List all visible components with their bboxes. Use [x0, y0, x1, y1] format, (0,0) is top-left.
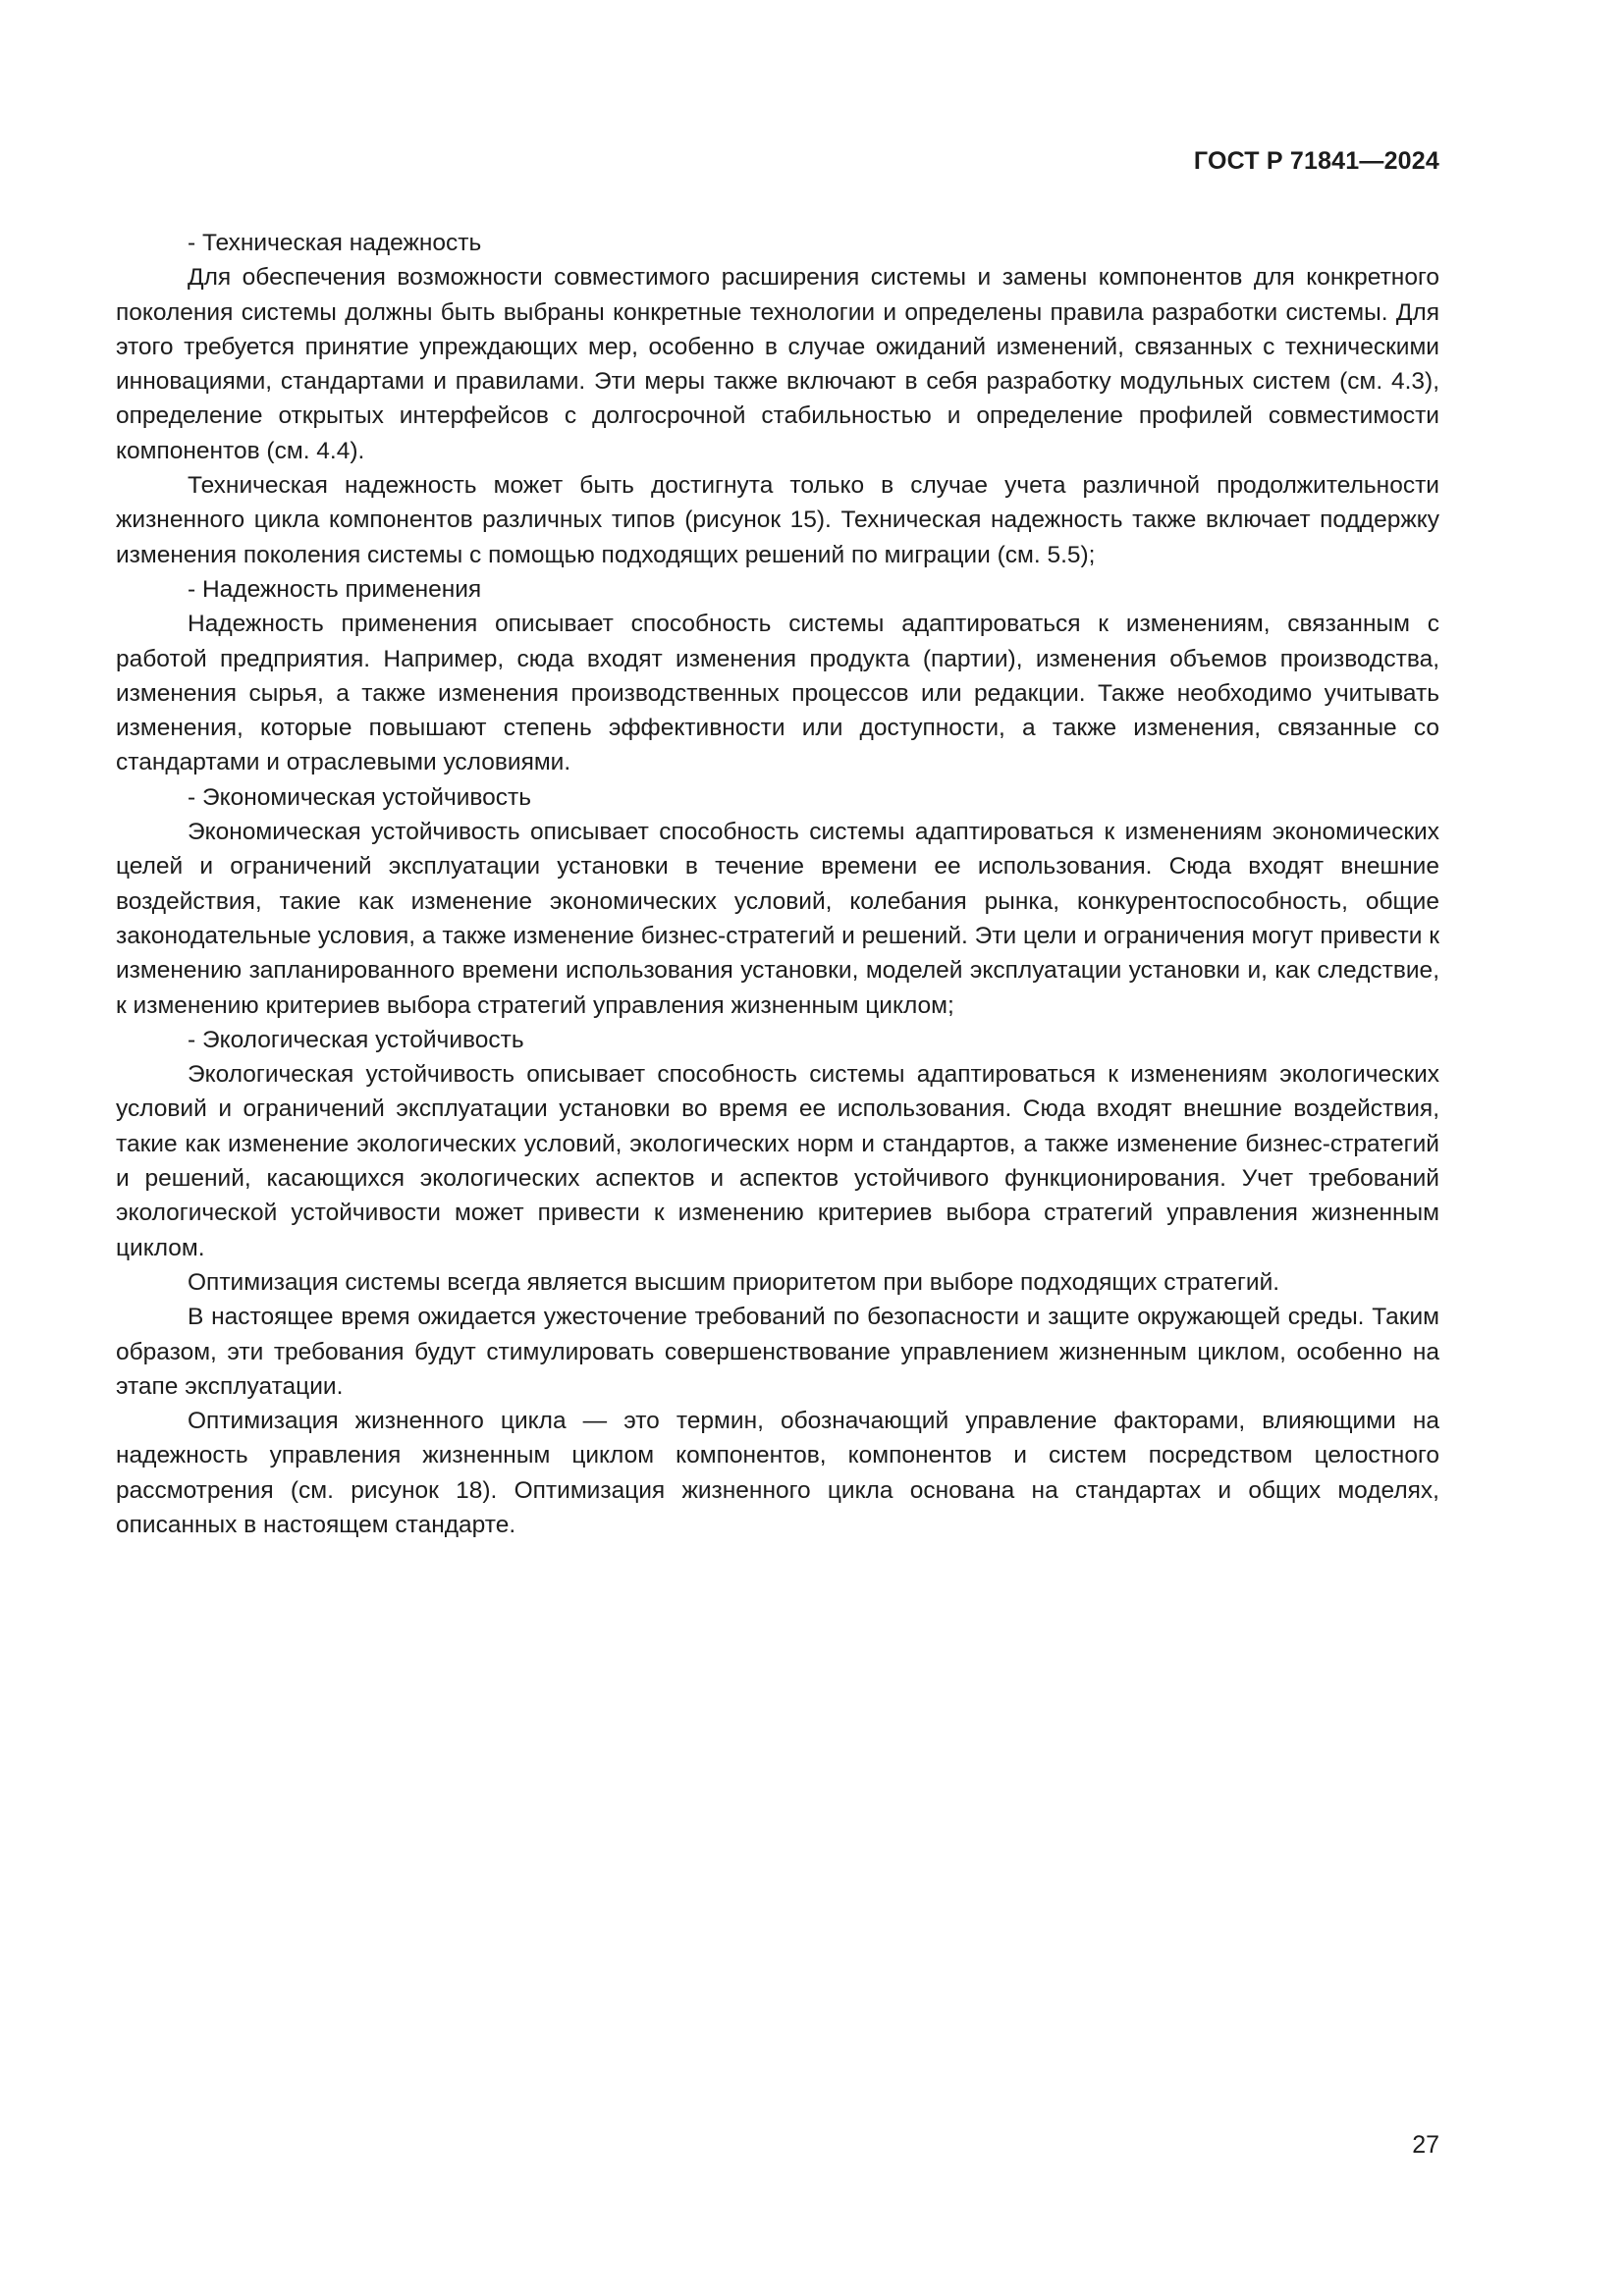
document-body [116, 226, 1439, 1542]
standard-designation: ГОСТ Р 71841—2024 [1193, 147, 1439, 175]
paragraph: Для обеспечения возможности совместимого расширения системы и замены компонентов для конкретного поколения системы должны быть выбраны конкретные технологии и определены правила разработки системы. Для этого требуется принятие упреждающих мер, особенно в случае ожиданий изменений, связанных с техническими инновациями, стандартами и правилами. Эти меры также включают в себя разработку модульных систем (см. 4.3), определение открытых интерфейсов с долгосрочной стабильностью и определение профилей совместимости компонентов (см. 4.4). [116, 264, 1439, 464]
paragraph: Экономическая устойчивость описывает способность системы адаптироваться к изменениям экономических целей и ограничений эксплуатации установки в течение времени ее использования. Сюда входят внешние воздействия, такие как изменение экономических условий, колебания рынка, конкурентоспособность, общие законодательные условия, а также изменение бизнес-стратегий и решений. Эти цели и ограничения могут привести к изменению запланированного времени использования установки, моделей эксплуатации установки и, как следствие, к изменению критериев выбора стратегий управления жизненным циклом; [116, 819, 1439, 1019]
list-item-technical-reliability: - Техническая надежность [188, 230, 482, 256]
list-item-ecological-sustainability: - Экологическая устойчивость [188, 1026, 524, 1053]
paragraph: Оптимизация системы всегда является высшим приоритетом при выборе подходящих стратегий. [188, 1268, 1280, 1296]
paragraph: Оптимизация жизненного цикла — это термин, обозначающий управление факторами, влияющими на надежность управления жизненным циклом компонентов, компонентов и систем посредством целостного рассмотрения (см. рисунок 18). Оптимизация жизненного цикла основана на стандартах и общих моделях, описанных в настоящем стандарте. [116, 1408, 1439, 1538]
paragraph: Надежность применения описывает способность системы адаптироваться к изменениям, связанным с работой предприятия. Например, сюда входят изменения продукта (партии), изменения объемов производства, изменения сырья, а также изменения производственных процессов или редакции. Также необходимо учитывать изменения, которые повышают степень эффективности или доступности, а также изменения, связанные со стандартами и отраслевыми условиями. [116, 611, 1439, 776]
paragraph: Техническая надежность может быть достигнута только в случае учета различной продолжительности жизненного цикла компонентов различных типов (рисунок 15). Техническая надежность также включает поддержку изменения поколения системы с помощью подходящих решений по миграции (см. 5.5); [116, 472, 1439, 568]
list-item-application-reliability: - Надежность применения [188, 575, 482, 603]
list-item-economic-sustainability: - Экономическая устойчивость [188, 783, 532, 811]
paragraph: Экологическая устойчивость описывает способность системы адаптироваться к изменениям экологических условий и ограничений эксплуатации установки во время ее использования. Сюда входят внешние воздействия, такие как изменение экологических условий, экологических норм и стандартов, а также изменение бизнес-стратегий и решений, касающихся экологических аспектов и аспектов устойчивого функционирования. Учет требований экологической устойчивости может привести к изменению критериев выбора стратегий управления жизненным циклом. [116, 1061, 1439, 1261]
page-number: 27 [1412, 2131, 1439, 2159]
paragraph: В настоящее время ожидается ужесточение требований по безопасности и защите окружающей среды. Таким образом, эти требования будут стимулировать совершенствование управлением жизненным циклом, особенно на этапе эксплуатации. [116, 1304, 1439, 1400]
